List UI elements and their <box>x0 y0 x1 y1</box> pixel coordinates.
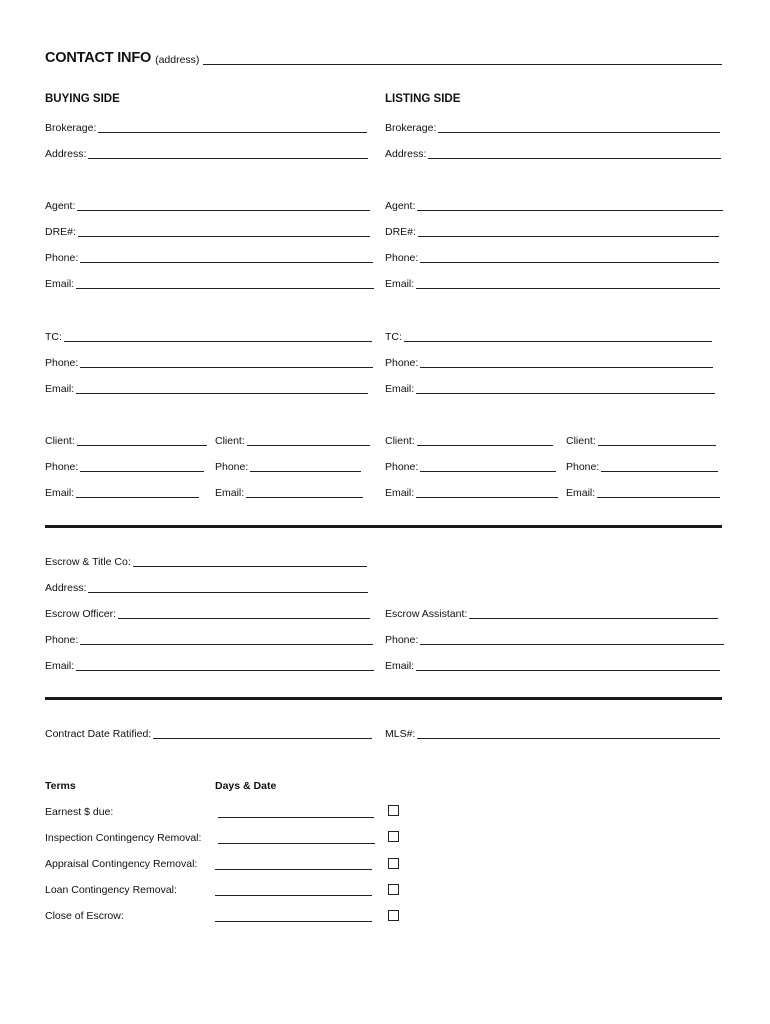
field-label: Phone: <box>385 461 419 473</box>
escrow-officer-email-field[interactable] <box>45 660 374 672</box>
term-checkbox-appraisal[interactable] <box>388 858 399 869</box>
escrow-officer-phone-field[interactable] <box>45 634 373 646</box>
field-label: Email: <box>385 383 415 395</box>
term-label-loan: Loan Contingency Removal: <box>45 884 177 896</box>
listing-tc-field[interactable] <box>385 331 712 343</box>
term-date-line-close-of-escrow[interactable] <box>215 910 372 922</box>
field-label: Escrow Assistant: <box>385 608 468 620</box>
buying-agent-field[interactable] <box>45 200 370 212</box>
field-label: Phone: <box>566 461 600 473</box>
address-input-line[interactable] <box>203 54 722 65</box>
escrow-officer-field[interactable] <box>45 608 370 620</box>
listing-tc-phone-field[interactable] <box>385 357 713 369</box>
field-label: TC: <box>45 331 62 343</box>
escrow-assistant-phone-field[interactable] <box>385 634 724 646</box>
term-label-inspection: Inspection Contingency Removal: <box>45 832 202 844</box>
term-date-line-inspection[interactable] <box>218 832 375 844</box>
field-label: Phone: <box>45 252 79 264</box>
mls-number-field[interactable] <box>385 728 720 740</box>
field-label: Agent: <box>45 200 76 212</box>
field-label: Phone: <box>385 252 419 264</box>
field-label: Email: <box>385 278 415 290</box>
listing-client2-field[interactable] <box>566 435 716 447</box>
buying-client1-phone-field[interactable] <box>45 461 204 473</box>
term-date-line-earnest[interactable] <box>218 806 374 818</box>
days-date-heading: Days & Date <box>215 780 277 792</box>
field-label: Client: <box>215 435 245 447</box>
listing-brokerage-field[interactable] <box>385 122 720 134</box>
buying-brokerage-field[interactable] <box>45 122 367 134</box>
field-label: Email: <box>45 278 75 290</box>
field-label: Email: <box>45 383 75 395</box>
section-divider <box>45 697 722 700</box>
field-label: Phone: <box>45 634 79 646</box>
listing-agent-field[interactable] <box>385 200 723 212</box>
field-label: Email: <box>45 660 75 672</box>
terms-heading: Terms <box>45 780 76 792</box>
term-date-line-appraisal[interactable] <box>215 858 372 870</box>
listing-address-field[interactable] <box>385 148 721 160</box>
field-label: DRE#: <box>45 226 76 238</box>
field-label: Email: <box>566 487 596 499</box>
buying-address-field[interactable] <box>45 148 368 160</box>
field-label: Phone: <box>385 634 419 646</box>
listing-client1-email-field[interactable] <box>385 487 558 499</box>
buying-email-field[interactable] <box>45 278 374 290</box>
term-label-appraisal: Appraisal Contingency Removal: <box>45 858 198 870</box>
field-label: Address: <box>45 148 87 160</box>
field-label: Email: <box>45 487 75 499</box>
contract-date-ratified-field[interactable] <box>45 728 372 740</box>
listing-client1-phone-field[interactable] <box>385 461 556 473</box>
term-checkbox-earnest[interactable] <box>388 805 399 816</box>
field-label: Escrow & Title Co: <box>45 556 131 568</box>
field-label: Phone: <box>385 357 419 369</box>
field-label: Client: <box>385 435 415 447</box>
term-label-close-of-escrow: Close of Escrow: <box>45 910 124 922</box>
term-checkbox-close-of-escrow[interactable] <box>388 910 399 921</box>
buying-side-heading: BUYING SIDE <box>45 93 120 105</box>
page-title: CONTACT INFO <box>45 50 152 66</box>
section-divider <box>45 525 722 528</box>
buying-client2-email-field[interactable] <box>215 487 363 499</box>
field-label: Agent: <box>385 200 416 212</box>
field-label: Address: <box>45 582 87 594</box>
term-date-line-loan[interactable] <box>215 884 372 896</box>
escrow-assistant-field[interactable] <box>385 608 718 620</box>
buying-client2-field[interactable] <box>215 435 370 447</box>
escrow-assistant-email-field[interactable] <box>385 660 720 672</box>
buying-dre-field[interactable] <box>45 226 370 238</box>
buying-client1-field[interactable] <box>45 435 207 447</box>
field-label: Phone: <box>45 357 79 369</box>
contact-info-title-row <box>45 50 722 66</box>
field-label: DRE#: <box>385 226 416 238</box>
field-label: Phone: <box>45 461 79 473</box>
field-label: Escrow Officer: <box>45 608 116 620</box>
buying-client1-email-field[interactable] <box>45 487 199 499</box>
field-label: Phone: <box>215 461 249 473</box>
field-label: Email: <box>385 660 415 672</box>
listing-email-field[interactable] <box>385 278 720 290</box>
term-checkbox-loan[interactable] <box>388 884 399 895</box>
listing-client2-phone-field[interactable] <box>566 461 718 473</box>
field-label: TC: <box>385 331 402 343</box>
escrow-address-field[interactable] <box>45 582 368 594</box>
field-label: Address: <box>385 148 427 160</box>
page-subtitle: (address) <box>155 54 200 66</box>
field-label: Brokerage: <box>385 122 437 134</box>
listing-tc-email-field[interactable] <box>385 383 715 395</box>
buying-phone-field[interactable] <box>45 252 373 264</box>
term-checkbox-inspection[interactable] <box>388 831 399 842</box>
listing-phone-field[interactable] <box>385 252 719 264</box>
field-label: MLS#: <box>385 728 416 740</box>
field-label: Contract Date Ratified: <box>45 728 152 740</box>
term-label-earnest: Earnest $ due: <box>45 806 114 818</box>
buying-tc-field[interactable] <box>45 331 372 343</box>
field-label: Client: <box>566 435 596 447</box>
escrow-company-field[interactable] <box>45 556 367 568</box>
buying-client2-phone-field[interactable] <box>215 461 361 473</box>
field-label: Email: <box>215 487 245 499</box>
listing-client1-field[interactable] <box>385 435 553 447</box>
listing-dre-field[interactable] <box>385 226 719 238</box>
listing-client2-email-field[interactable] <box>566 487 720 499</box>
field-label: Client: <box>45 435 75 447</box>
buying-tc-email-field[interactable] <box>45 383 368 395</box>
field-label: Email: <box>385 487 415 499</box>
listing-side-heading: LISTING SIDE <box>385 93 461 105</box>
field-label: Brokerage: <box>45 122 97 134</box>
buying-tc-phone-field[interactable] <box>45 357 373 369</box>
